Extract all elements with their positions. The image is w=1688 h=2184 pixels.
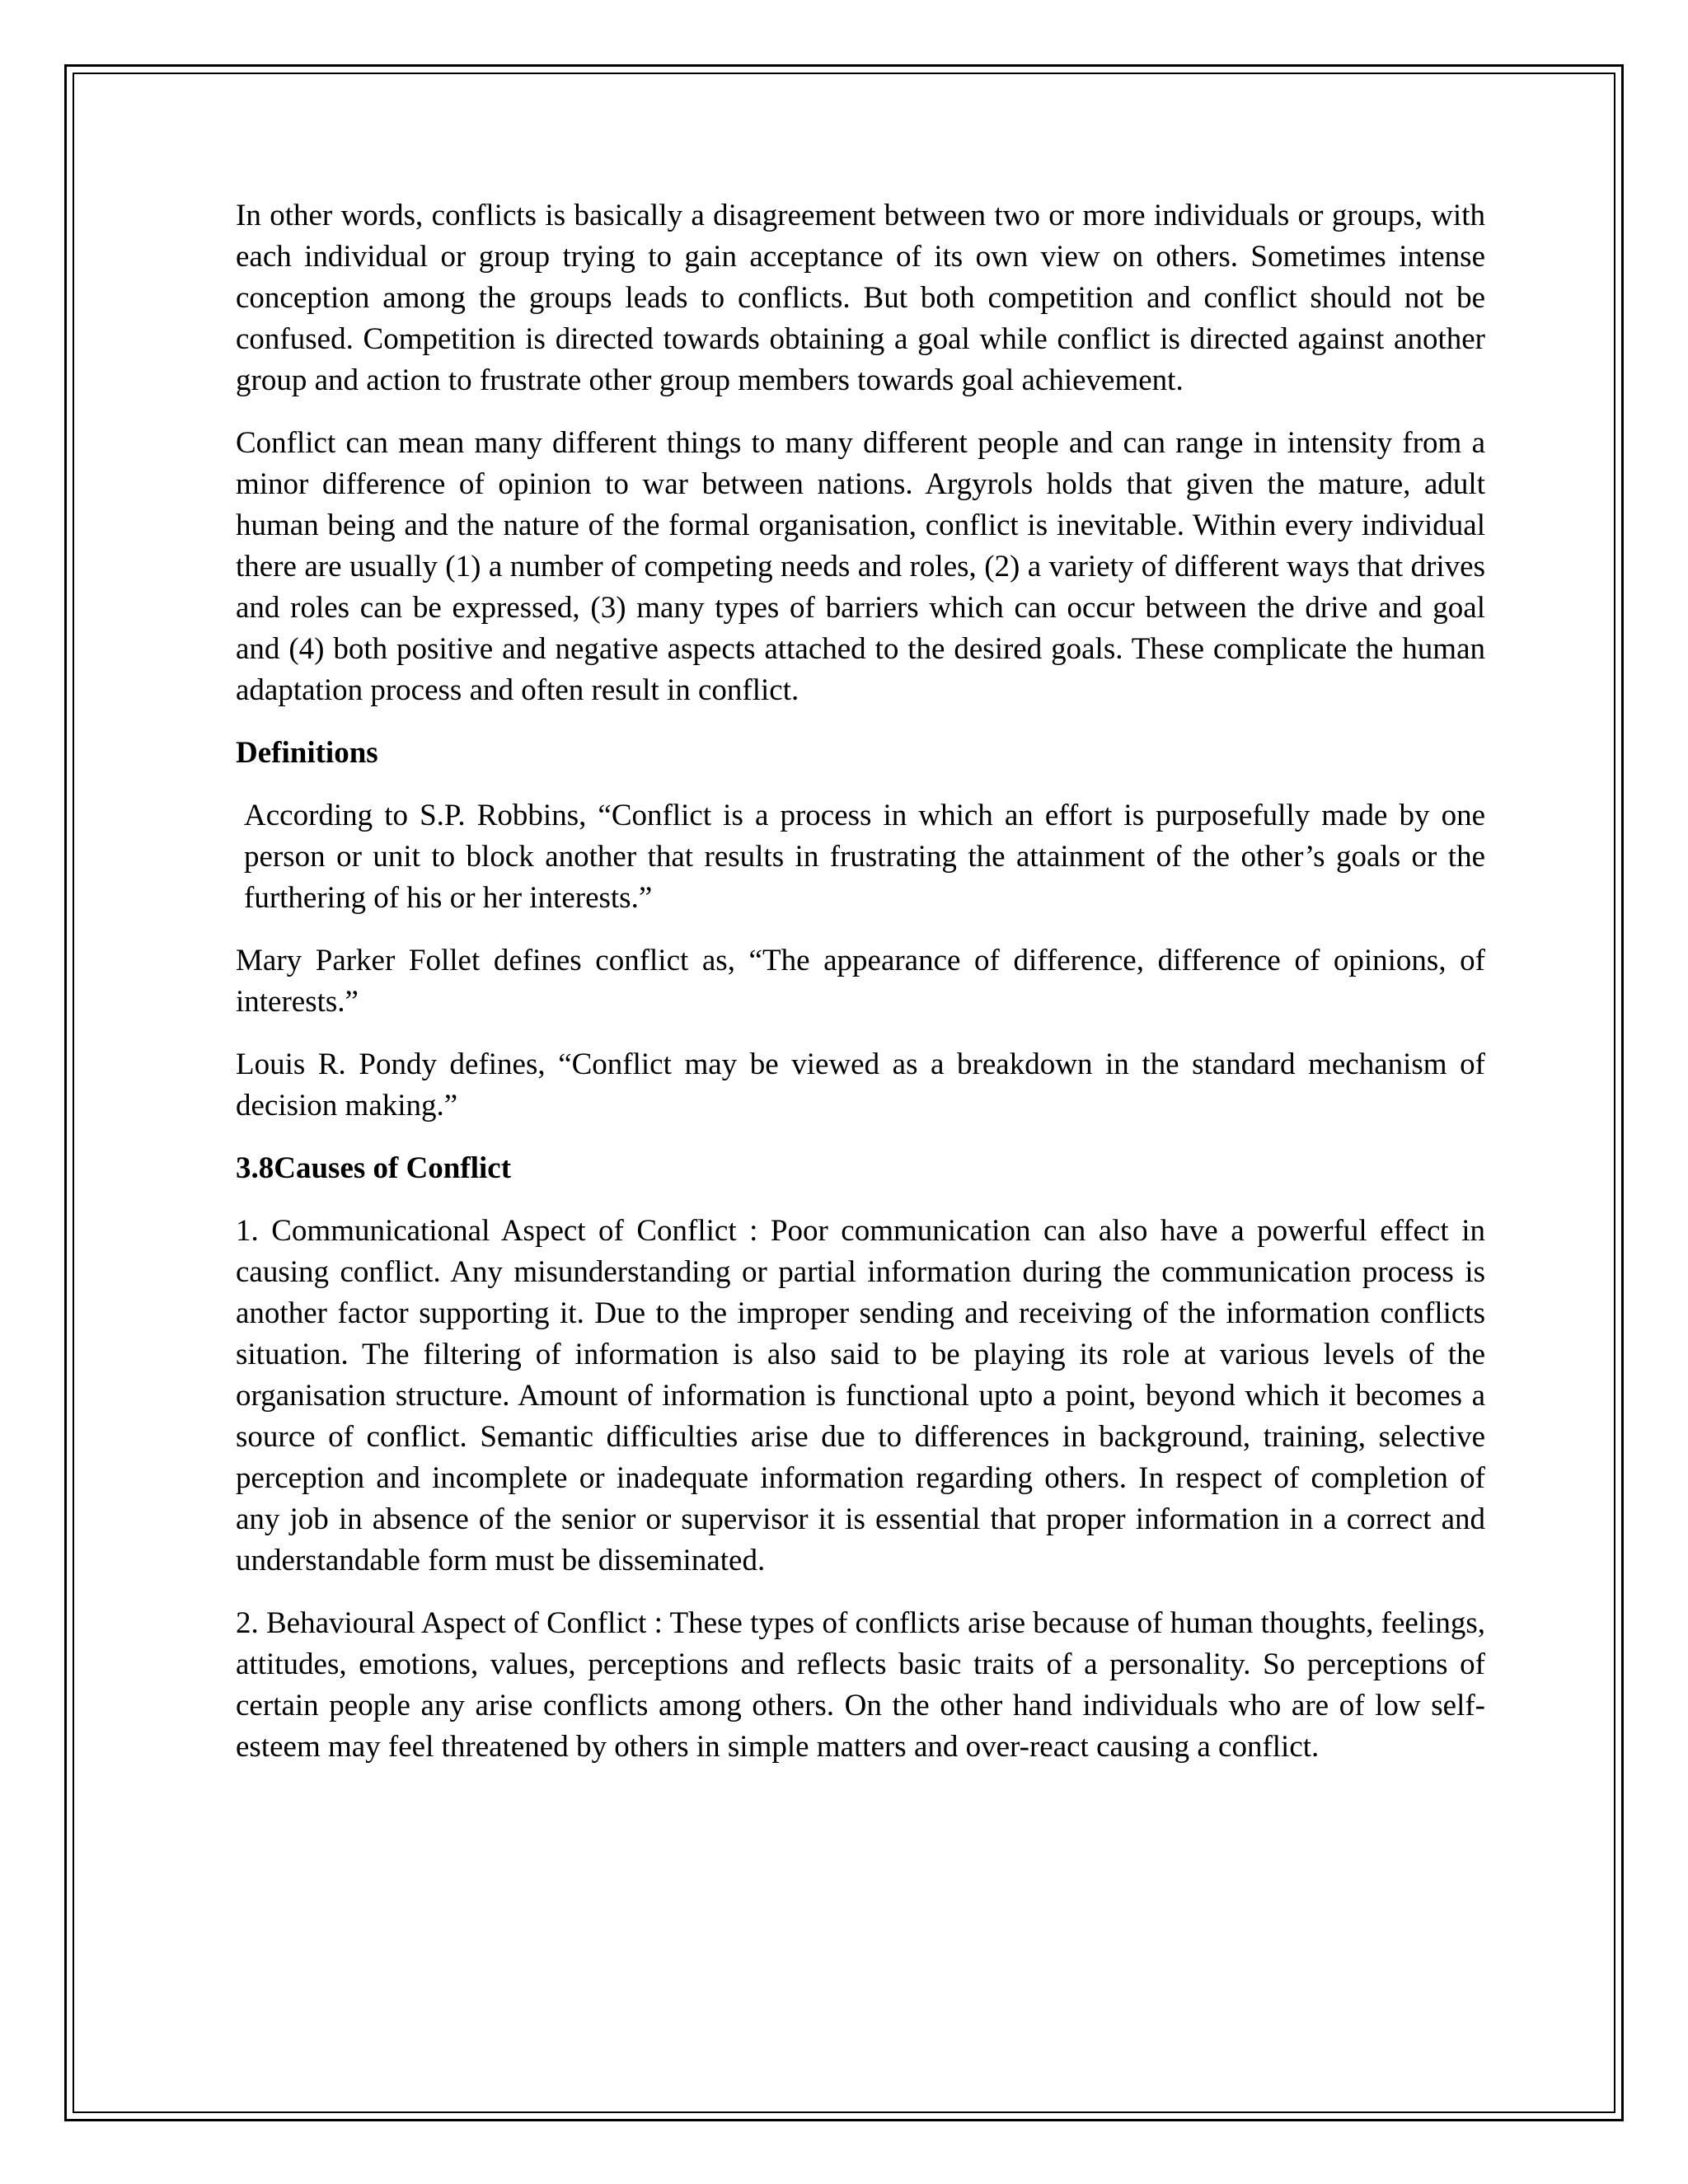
intro-paragraph-1: In other words, conflicts is basically a disagreement between two or more individuals or groups, with each individual or group trying to gain acceptance of its own view on others. Sometimes intense conception among the groups leads to conflicts. But both competition and conflict should not be confused. Competition is directed towards obtaining a goal while conflict is directed against another group and action to frustrate other group members towards goal achievement.	[236, 199, 1485, 397]
cause-behavioural: 2. Behavioural Aspect of Conflict : These types of conflicts arise because of human thoughts, feelings, attitudes, emotions, values, perceptions and reflects basic traits of a personality. So perceptions of certain people any arise conflicts among others. On the other hand individuals who are of low self-esteem may feel threatened by others in simple matters and over-react causing a conflict.	[236, 1606, 1485, 1764]
definitions-heading: Definitions	[236, 736, 378, 770]
cause-communicational: 1. Communicational Aspect of Conflict : Poor communication can also have a powerful effect in causing conflict. Any misunderstanding or partial information during the communication process is another factor supporting it. Due to the improper sending and receiving of the information conflicts situation. The filtering of information is also said to be playing its role at various levels of the organisation structure. Amount of information is functional upto a point, beyond which it becomes a source of conflict. Semantic difficulties arise due to differences in background, training, selective perception and incomplete or inadequate information regarding others. In respect of completion of any job in absence of the senior or supervisor it is essential that proper information in a correct and understandable form must be disseminated.	[236, 1214, 1485, 1577]
definition-robbins: According to S.P. Robbins, “Conflict is a process in which an effort is purposefully made by one person or unit to block another that results in frustrating the attainment of the other’s goals or the furthering of his or her interests.”	[244, 799, 1485, 915]
definition-pondy: Louis R. Pondy defines, “Conflict may be viewed as a breakdown in the standard mechanism of decision making.”	[236, 1047, 1485, 1122]
definition-follet: Mary Parker Follet defines conflict as, “The appearance of difference, difference of opinions, of interests.”	[236, 944, 1485, 1019]
document-body	[236, 195, 1485, 1789]
causes-heading: 3.8Causes of Conflict	[236, 1151, 512, 1185]
intro-paragraph-2: Conflict can mean many different things to many different people and can range in intensity from a minor difference of opinion to war between nations. Argyrols holds that given the mature, adult human being and the nature of the formal organisation, conflict is inevitable. Within every individual there are usually (1) a number of competing needs and roles, (2) a variety of different ways that drives and roles can be expressed, (3) many types of barriers which can occur between the drive and goal and (4) both positive and negative aspects attached to the desired goals. These complicate the human adaptation process and often result in conflict.	[236, 426, 1485, 707]
